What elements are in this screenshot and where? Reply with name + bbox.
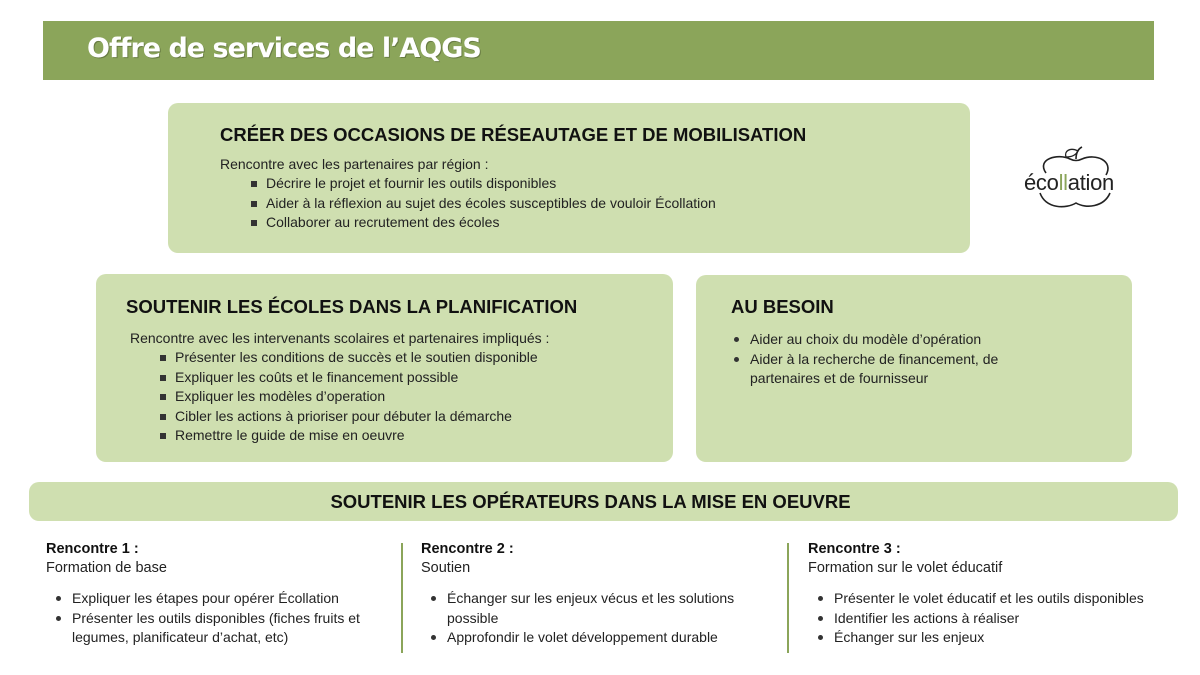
card-reseautage-title: CRÉER DES OCCASIONS DE RÉSEAUTAGE ET DE MOBILISATION [220,124,807,145]
list-item: Expliquer les coûts et le financement possible [158,368,538,388]
logo-wordmark: écollation [1024,170,1114,195]
list-item: Présenter les conditions de succès et le soutien disponible [158,348,538,368]
card-planification [96,274,673,462]
card-operateurs [29,482,1178,521]
list-item: Présenter le volet éducatif et les outils disponibles [817,589,1200,609]
rencontre-2-list [430,589,775,648]
card-reseautage [168,103,970,253]
list-item: Remettre le guide de mise en oeuvre [158,426,538,446]
list-item: Échanger sur les enjeux [817,628,1200,648]
card-planification-title: SOUTENIR LES ÉCOLES DANS LA PLANIFICATION [126,296,578,317]
card-planification-intro: Rencontre avec les intervenants scolaires et partenaires impliqués : [130,330,550,346]
rencontre-3-title: Rencontre 3 : [808,541,901,557]
list-item: Aider à la recherche de financement, de partenaires et de fournisseur [733,350,1033,389]
column-divider [787,543,789,653]
card-operateurs-title: SOUTENIR LES OPÉRATEURS DANS LA MISE EN OEUVRE [330,490,851,512]
card-planification-list [158,348,538,446]
rencontre-1-title: Rencontre 1 : [46,541,139,557]
rencontre-1-subtitle: Formation de base [46,560,167,576]
card-reseautage-intro: Rencontre avec les partenaires par région : [220,156,489,172]
card-besoin-title: AU BESOIN [731,296,834,317]
list-item: Approfondir le volet développement durable [430,628,775,648]
rencontre-3-subtitle: Formation sur le volet éducatif [808,560,1003,576]
list-item: Présenter les outils disponibles (fiches fruits et legumes, planificateur d’achat, etc) [55,609,375,648]
rencontre-3-list [817,589,1200,648]
rencontre-2-column [421,540,771,648]
list-item: Décrire le projet et fournir les outils disponibles [249,174,716,194]
header-banner [43,21,1154,80]
rencontre-2-title: Rencontre 2 : [421,541,514,557]
list-item: Expliquer les modèles d’operation [158,387,538,407]
list-item: Collaborer au recrutement des écoles [249,213,716,233]
rencontre-1-column [46,540,386,648]
page-title: Offre de services de l’AQGS [87,33,481,64]
list-item: Expliquer les étapes pour opérer Écollation [55,589,375,609]
card-besoin-list [733,330,1033,389]
rencontre-1-list [55,589,375,648]
list-item: Aider à la réflexion au sujet des écoles susceptibles de vouloir Écollation [249,194,716,214]
card-reseautage-list [249,174,716,233]
rencontre-2-subtitle: Soutien [421,560,471,576]
list-item: Identifier les actions à réaliser [817,609,1200,629]
column-divider [401,543,403,653]
list-item: Aider au choix du modèle d’opération [733,330,1033,350]
list-item: Cibler les actions à prioriser pour débuter la démarche [158,407,538,427]
ecollation-logo [1018,145,1138,213]
card-besoin [696,275,1132,462]
rencontre-3-column [808,540,1193,648]
list-item: Échanger sur les enjeux vécus et les solutions possible [430,589,775,628]
